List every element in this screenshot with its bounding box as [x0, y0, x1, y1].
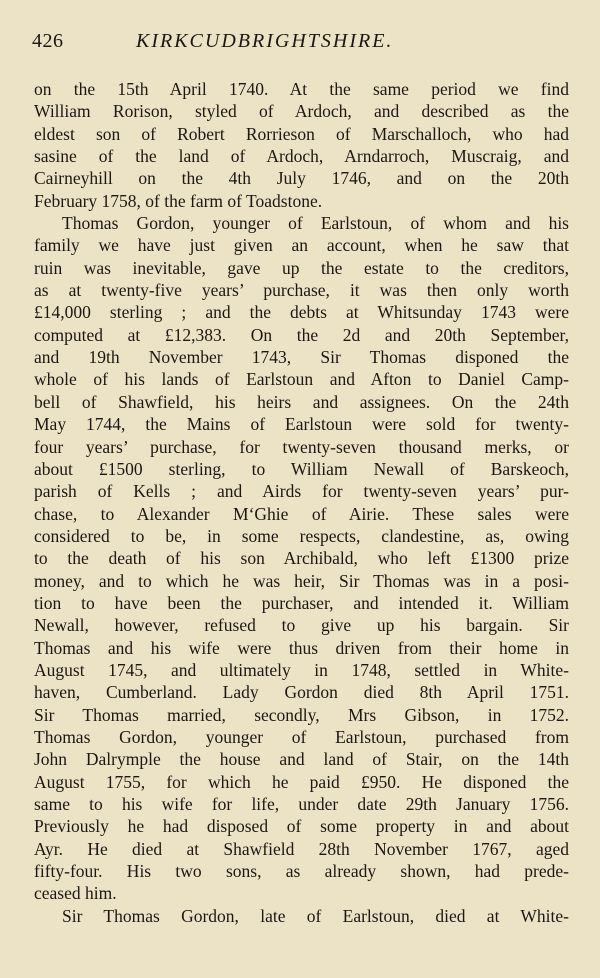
text-line: considered to be, in some respects, clandestine, as, owing — [34, 525, 569, 546]
text-line: Newall, however, refused to give up his bargain. Sir — [34, 615, 569, 636]
text-line: same to his wife for life, under date 29th January 1756. — [34, 794, 569, 814]
text-line: four years’ purchase, for twenty-seven thousand merks, or — [34, 436, 569, 457]
text-line: chase, to Alexander M‘Ghie of Airie. These sales were — [34, 503, 569, 524]
text-line: Sir Thomas Gordon, late of Earlstoun, died at White- — [62, 905, 569, 926]
text-line: haven, Cumberland. Lady Gordon died 8th April 1751. — [34, 682, 569, 703]
text-line: Thomas Gordon, younger of Earlstoun, purchased from — [34, 726, 569, 747]
text-line: family we have just given an account, when he saw that — [34, 235, 569, 256]
text-line: Ayr. He died at Shawfield 28th November 1767, aged — [34, 838, 569, 859]
text-line: parish of Kells ; and Airds for twenty-seven years’ pur- — [34, 481, 569, 502]
text-line: May 1744, the Mains of Earlstoun were sold for twenty- — [34, 414, 569, 435]
text-line: eldest son of Robert Rorrieson of Marschalloch, who had — [34, 123, 569, 144]
page-number: 426 — [32, 30, 64, 52]
text-line: Cairneyhill on the 4th July 1746, and on the 20th — [34, 168, 569, 189]
text-line: August 1745, and ultimately in 1748, settled in White- — [34, 659, 569, 680]
text-line: whole of his lands of Earlstoun and Afton to Daniel Camp- — [34, 369, 569, 390]
text-line: fifty-four. His two sons, as already shown, had prede- — [34, 861, 569, 882]
text-line: John Dalrymple the house and land of Stair, on the 14th — [34, 749, 569, 770]
body-text — [34, 78, 569, 927]
text-line: August 1755, for which he paid £950. He disponed the — [34, 771, 569, 792]
text-line: as at twenty-five years’ purchase, it was then only worth — [34, 280, 569, 301]
text-line: Previously he had disposed of some property in and about — [34, 816, 569, 837]
text-line: money, and to which he was heir, Sir Thomas was in a posi- — [34, 570, 569, 591]
text-line: on the 15th April 1740. At the same period we find — [34, 79, 569, 99]
page-header — [32, 30, 568, 60]
text-line: February 1758, of the farm of Toadstone. — [34, 190, 323, 211]
text-line: Thomas Gordon, younger of Earlstoun, of whom and his — [62, 213, 569, 234]
text-line: and 19th November 1743, Sir Thomas disponed the — [34, 347, 569, 368]
text-line: about £1500 sterling, to William Newall of Barskeoch, — [34, 458, 569, 479]
text-line: computed at £12,383. On the 2d and 20th September, — [34, 324, 569, 345]
text-line: £14,000 sterling ; and the debts at Whitsunday 1743 were — [34, 302, 569, 323]
text-line: to the death of his son Archibald, who left £1300 prize — [34, 548, 569, 569]
text-line: Thomas and his wife were thus driven from their home in — [34, 637, 569, 658]
text-line: William Rorison, styled of Ardoch, and described as the — [34, 101, 569, 122]
running-title: KIRKCUDBRIGHTSHIRE. — [136, 30, 394, 52]
text-line: ruin was inevitable, gave up the estate to the creditors, — [34, 257, 569, 278]
text-line: ceased him. — [34, 883, 117, 904]
text-line: Sir Thomas married, secondly, Mrs Gibson, in 1752. — [34, 704, 569, 725]
text-line: bell of Shawfield, his heirs and assignees. On the 24th — [34, 391, 569, 412]
text-line: tion to have been the purchaser, and intended it. William — [34, 592, 569, 613]
text-line: sasine of the land of Ardoch, Arndarroch, Muscraig, and — [34, 146, 569, 167]
